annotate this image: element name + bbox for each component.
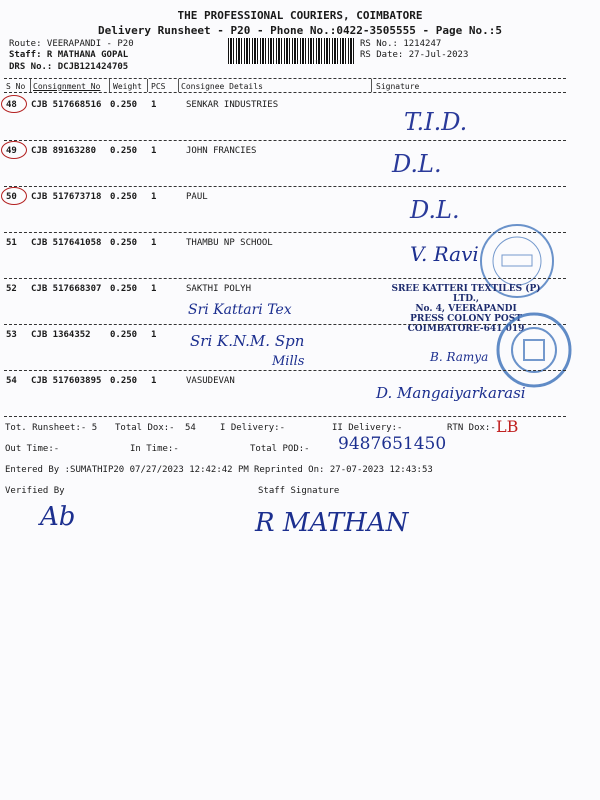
i-delivery: I Delivery:- bbox=[220, 423, 286, 433]
row-49-weight: 0.250 bbox=[110, 146, 138, 156]
row-53-handwritten-note-2: Mills bbox=[272, 354, 305, 369]
row-50-weight: 0.250 bbox=[110, 192, 138, 202]
row-52-pcs: 1 bbox=[151, 284, 157, 294]
col-sno: S No bbox=[6, 82, 26, 91]
total-dox-value: 54 bbox=[185, 423, 196, 433]
entered-by: Entered By :SUMATHIP20 07/27/2023 12:42:42 PM bbox=[5, 465, 249, 475]
staff-signature-label: Staff Signature bbox=[258, 486, 340, 496]
tot-runsheet: Tot. Runsheet:- 5 bbox=[5, 423, 98, 433]
row-51-consignee: THAMBU NP SCHOOL bbox=[186, 238, 273, 248]
row-53-handwritten-note: Sri K.N.M. Spn bbox=[190, 332, 305, 350]
col-consignment: Consignment No bbox=[33, 82, 101, 91]
company-stamp: SREE KATTERI TEXTILES (P) LTD., No. 4, VEERAPANDI PRESS COLONY POST COIMBATORE-641 019 bbox=[391, 284, 541, 334]
col-pcs: PCS bbox=[151, 82, 166, 91]
col-consignee: Consignee Details bbox=[181, 82, 263, 91]
row-54-pcs: 1 bbox=[151, 376, 157, 386]
pod-handwritten-number: 9487651450 bbox=[338, 434, 447, 454]
reprinted-on: Reprinted On: 27-07-2023 12:43:53 bbox=[254, 465, 433, 475]
total-pod: Total POD:- bbox=[250, 444, 310, 454]
rs-date: RS Date: 27-Jul-2023 bbox=[360, 50, 469, 60]
row-50-signature: D.L. bbox=[410, 196, 460, 224]
row-50-pcs: 1 bbox=[151, 192, 157, 202]
rs-number: RS No.: 1214247 bbox=[360, 39, 442, 49]
row-51-signature: V. Ravi bbox=[410, 242, 479, 266]
row-54-sno: 54 bbox=[6, 376, 17, 386]
table-header-rule bbox=[4, 92, 566, 93]
row-53-consignment: CJB 1364352 bbox=[31, 330, 91, 340]
staff-handwritten-signature: R MATHAN bbox=[255, 508, 409, 538]
row-48-signature: T.I.D. bbox=[404, 108, 468, 136]
col-weight: Weight bbox=[113, 82, 142, 91]
table-top-rule bbox=[4, 78, 566, 79]
verified-signature: Ab bbox=[40, 502, 76, 532]
row-52-handwritten-note: Sri Kattari Tex bbox=[188, 302, 292, 318]
row-52-consignment: CJB 517668307 bbox=[31, 284, 102, 294]
staff: Staff: R MATHANA GOPAL bbox=[9, 50, 129, 60]
row-54-consignee: VASUDEVAN bbox=[186, 376, 235, 386]
row-51-consignment: CJB 517641058 bbox=[31, 238, 102, 248]
row-51-weight: 0.250 bbox=[110, 238, 138, 248]
row-50-consignment: CJB 517673718 bbox=[31, 192, 102, 202]
row-53-weight: 0.250 bbox=[110, 330, 138, 340]
ii-delivery: II Delivery:- bbox=[332, 423, 403, 433]
row-54-signature: D. Mangaiyarkarasi bbox=[376, 384, 526, 402]
col-signature: Signature bbox=[376, 82, 420, 91]
row-49-consignment: CJB 89163280 bbox=[31, 146, 97, 156]
row-53-sno: 53 bbox=[6, 330, 17, 340]
row-48-consignment: CJB 517668516 bbox=[31, 100, 102, 110]
route: Route: VEERAPANDI - P20 bbox=[9, 39, 134, 49]
row-49-sno: 49 bbox=[6, 146, 17, 156]
row-54-weight: 0.250 bbox=[110, 376, 138, 386]
drs-number: DRS No.: DCJB121424705 bbox=[9, 62, 129, 72]
verified-by-label: Verified By bbox=[5, 486, 65, 496]
barcode bbox=[228, 38, 354, 64]
company-name: THE PROFESSIONAL COURIERS, COIMBATORE bbox=[177, 9, 423, 22]
rtn-dox: RTN Dox:- bbox=[447, 423, 496, 433]
row-49-signature: D.L. bbox=[392, 150, 442, 178]
runsheet-title: Delivery Runsheet - P20 - Phone No.:0422-3505555 - Page No.:5 bbox=[98, 24, 502, 37]
row-51-pcs: 1 bbox=[151, 238, 157, 248]
row-52-sno: 52 bbox=[6, 284, 17, 294]
row-52-consignee: SAKTHI POLYH bbox=[186, 284, 252, 294]
row-48-sno: 48 bbox=[6, 100, 17, 110]
row-51-sno: 51 bbox=[6, 238, 17, 248]
row-54-consignment: CJB 517603895 bbox=[31, 376, 102, 386]
row-49-pcs: 1 bbox=[151, 146, 157, 156]
row-48-pcs: 1 bbox=[151, 100, 157, 110]
total-dox-label: Total Dox:- bbox=[115, 423, 175, 433]
row-48-consignee: SENKAR INDUSTRIES bbox=[186, 100, 279, 110]
rtn-handwritten-mark: LB bbox=[496, 417, 519, 436]
round-stamp-2-icon bbox=[494, 310, 574, 390]
row-49-consignee: JOHN FRANCIES bbox=[186, 146, 257, 156]
row-52-weight: 0.250 bbox=[110, 284, 138, 294]
in-time: In Time:- bbox=[130, 444, 179, 454]
row-48-weight: 0.250 bbox=[110, 100, 138, 110]
row-53-signature: B. Ramya bbox=[430, 350, 489, 364]
row-53-pcs: 1 bbox=[151, 330, 157, 340]
row-50-consignee: PAUL bbox=[186, 192, 208, 202]
row-50-sno: 50 bbox=[6, 192, 17, 202]
out-time: Out Time:- bbox=[5, 444, 60, 454]
